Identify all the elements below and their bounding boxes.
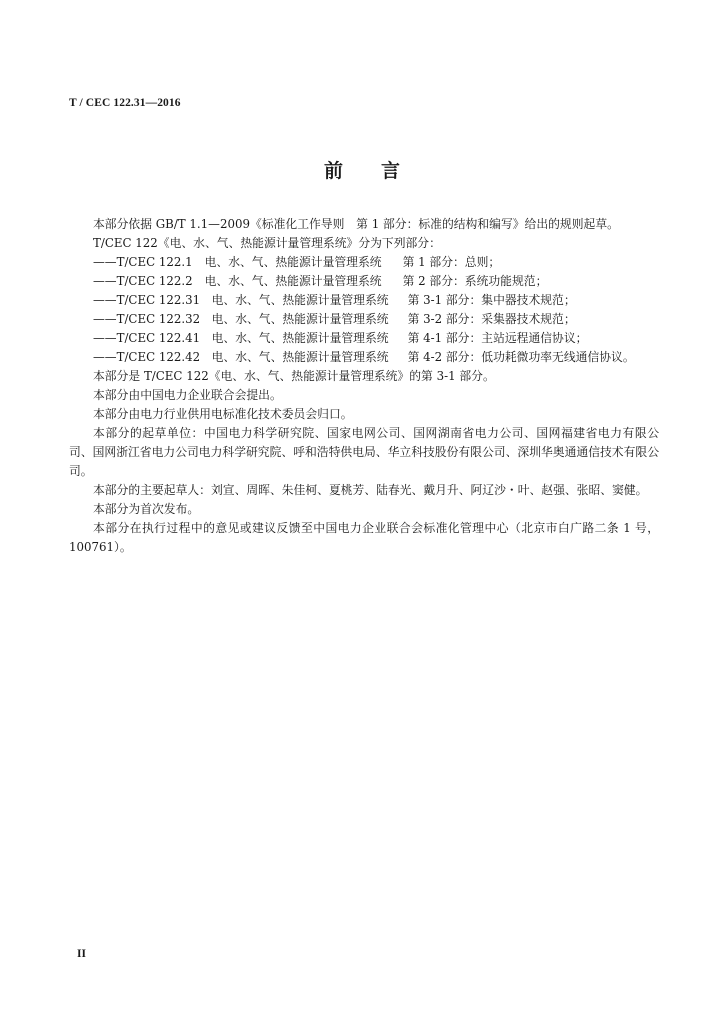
part-title: 第 1 部分：总则； <box>402 255 501 269</box>
part-title: 第 2 部分：系统功能规范； <box>402 274 548 288</box>
list-dash: —— <box>93 274 117 288</box>
part-system: 电、水、气、热能源计量管理系统 <box>211 312 389 326</box>
paragraph-feedback: 本部分在执行过程中的意见或建议反馈至中国电力企业联合会标准化管理中心（北京市白广路二条 1 号，100761）。 <box>69 521 659 554</box>
part-code: T/CEC 122.32 <box>116 312 201 326</box>
list-item <box>69 310 659 329</box>
part-system: 电、水、气、热能源计量管理系统 <box>211 293 389 307</box>
part-code: T/CEC 122.31 <box>116 293 201 307</box>
part-system: 电、水、气、热能源计量管理系统 <box>211 331 389 345</box>
list-dash: —— <box>93 312 117 326</box>
list-item <box>69 348 659 367</box>
list-dash: —— <box>93 293 117 307</box>
paragraph-drafting-units: 本部分的起草单位：中国电力科学研究院、国家电网公司、国网湖南省电力公司、国网福建省电力有限公司、国网浙江省电力公司电力科学研究院、呼和浩特供电局、华立科技股份有限公司、深圳华奥通通信技术有限公司。 <box>69 426 659 478</box>
part-title: 第 4-2 部分：低功耗微功率无线通信协议。 <box>407 350 635 364</box>
paragraph-drafters: 本部分的主要起草人：刘宣、周晖、朱佳柯、夏桃芳、陆春光、戴月升、阿辽沙・叶、赵强、张昭、窦健。 <box>93 483 648 497</box>
part-system: 电、水、气、热能源计量管理系统 <box>211 350 389 364</box>
page-number: II <box>77 948 86 960</box>
foreword-body <box>69 215 659 557</box>
part-code: T/CEC 122.42 <box>116 350 201 364</box>
part-system: 电、水、气、热能源计量管理系统 <box>204 274 382 288</box>
paragraph-part-of: 本部分是 T/CEC 122《电、水、气、热能源计量管理系统》的第 3-1 部分。 <box>93 369 495 383</box>
part-title: 第 3-1 部分：集中器技术规范； <box>407 293 576 307</box>
part-title: 第 3-2 部分：采集器技术规范； <box>407 312 576 326</box>
list-dash: —— <box>93 350 117 364</box>
part-code: T/CEC 122.2 <box>116 274 193 288</box>
list-item <box>69 253 659 272</box>
paragraph-centralized-by: 本部分由电力行业供用电标准化技术委员会归口。 <box>93 407 353 421</box>
title-char-1: 前 <box>323 160 343 182</box>
paragraph-basis: 本部分依据 GB/T 1.1—2009《标准化工作导则 第 1 部分：标准的结构和编写》给出的规则起草。 <box>93 217 619 231</box>
page-title <box>0 156 724 183</box>
list-item <box>69 329 659 348</box>
part-title: 第 4-1 部分：主站远程通信协议； <box>407 331 588 345</box>
part-system: 电、水、气、热能源计量管理系统 <box>204 255 382 269</box>
list-item <box>69 272 659 291</box>
paragraph-proposed-by: 本部分由中国电力企业联合会提出。 <box>93 388 282 402</box>
title-char-2: 言 <box>381 160 401 182</box>
standard-code-header: T / CEC 122.31—2016 <box>69 97 181 109</box>
paragraph-series-intro: T/CEC 122《电、水、气、热能源计量管理系统》分为下列部分： <box>93 236 441 250</box>
list-dash: —— <box>93 255 117 269</box>
list-dash: —— <box>93 331 117 345</box>
part-code: T/CEC 122.1 <box>116 255 193 269</box>
part-code: T/CEC 122.41 <box>116 331 201 345</box>
list-item <box>69 291 659 310</box>
paragraph-first-release: 本部分为首次发布。 <box>93 502 200 516</box>
